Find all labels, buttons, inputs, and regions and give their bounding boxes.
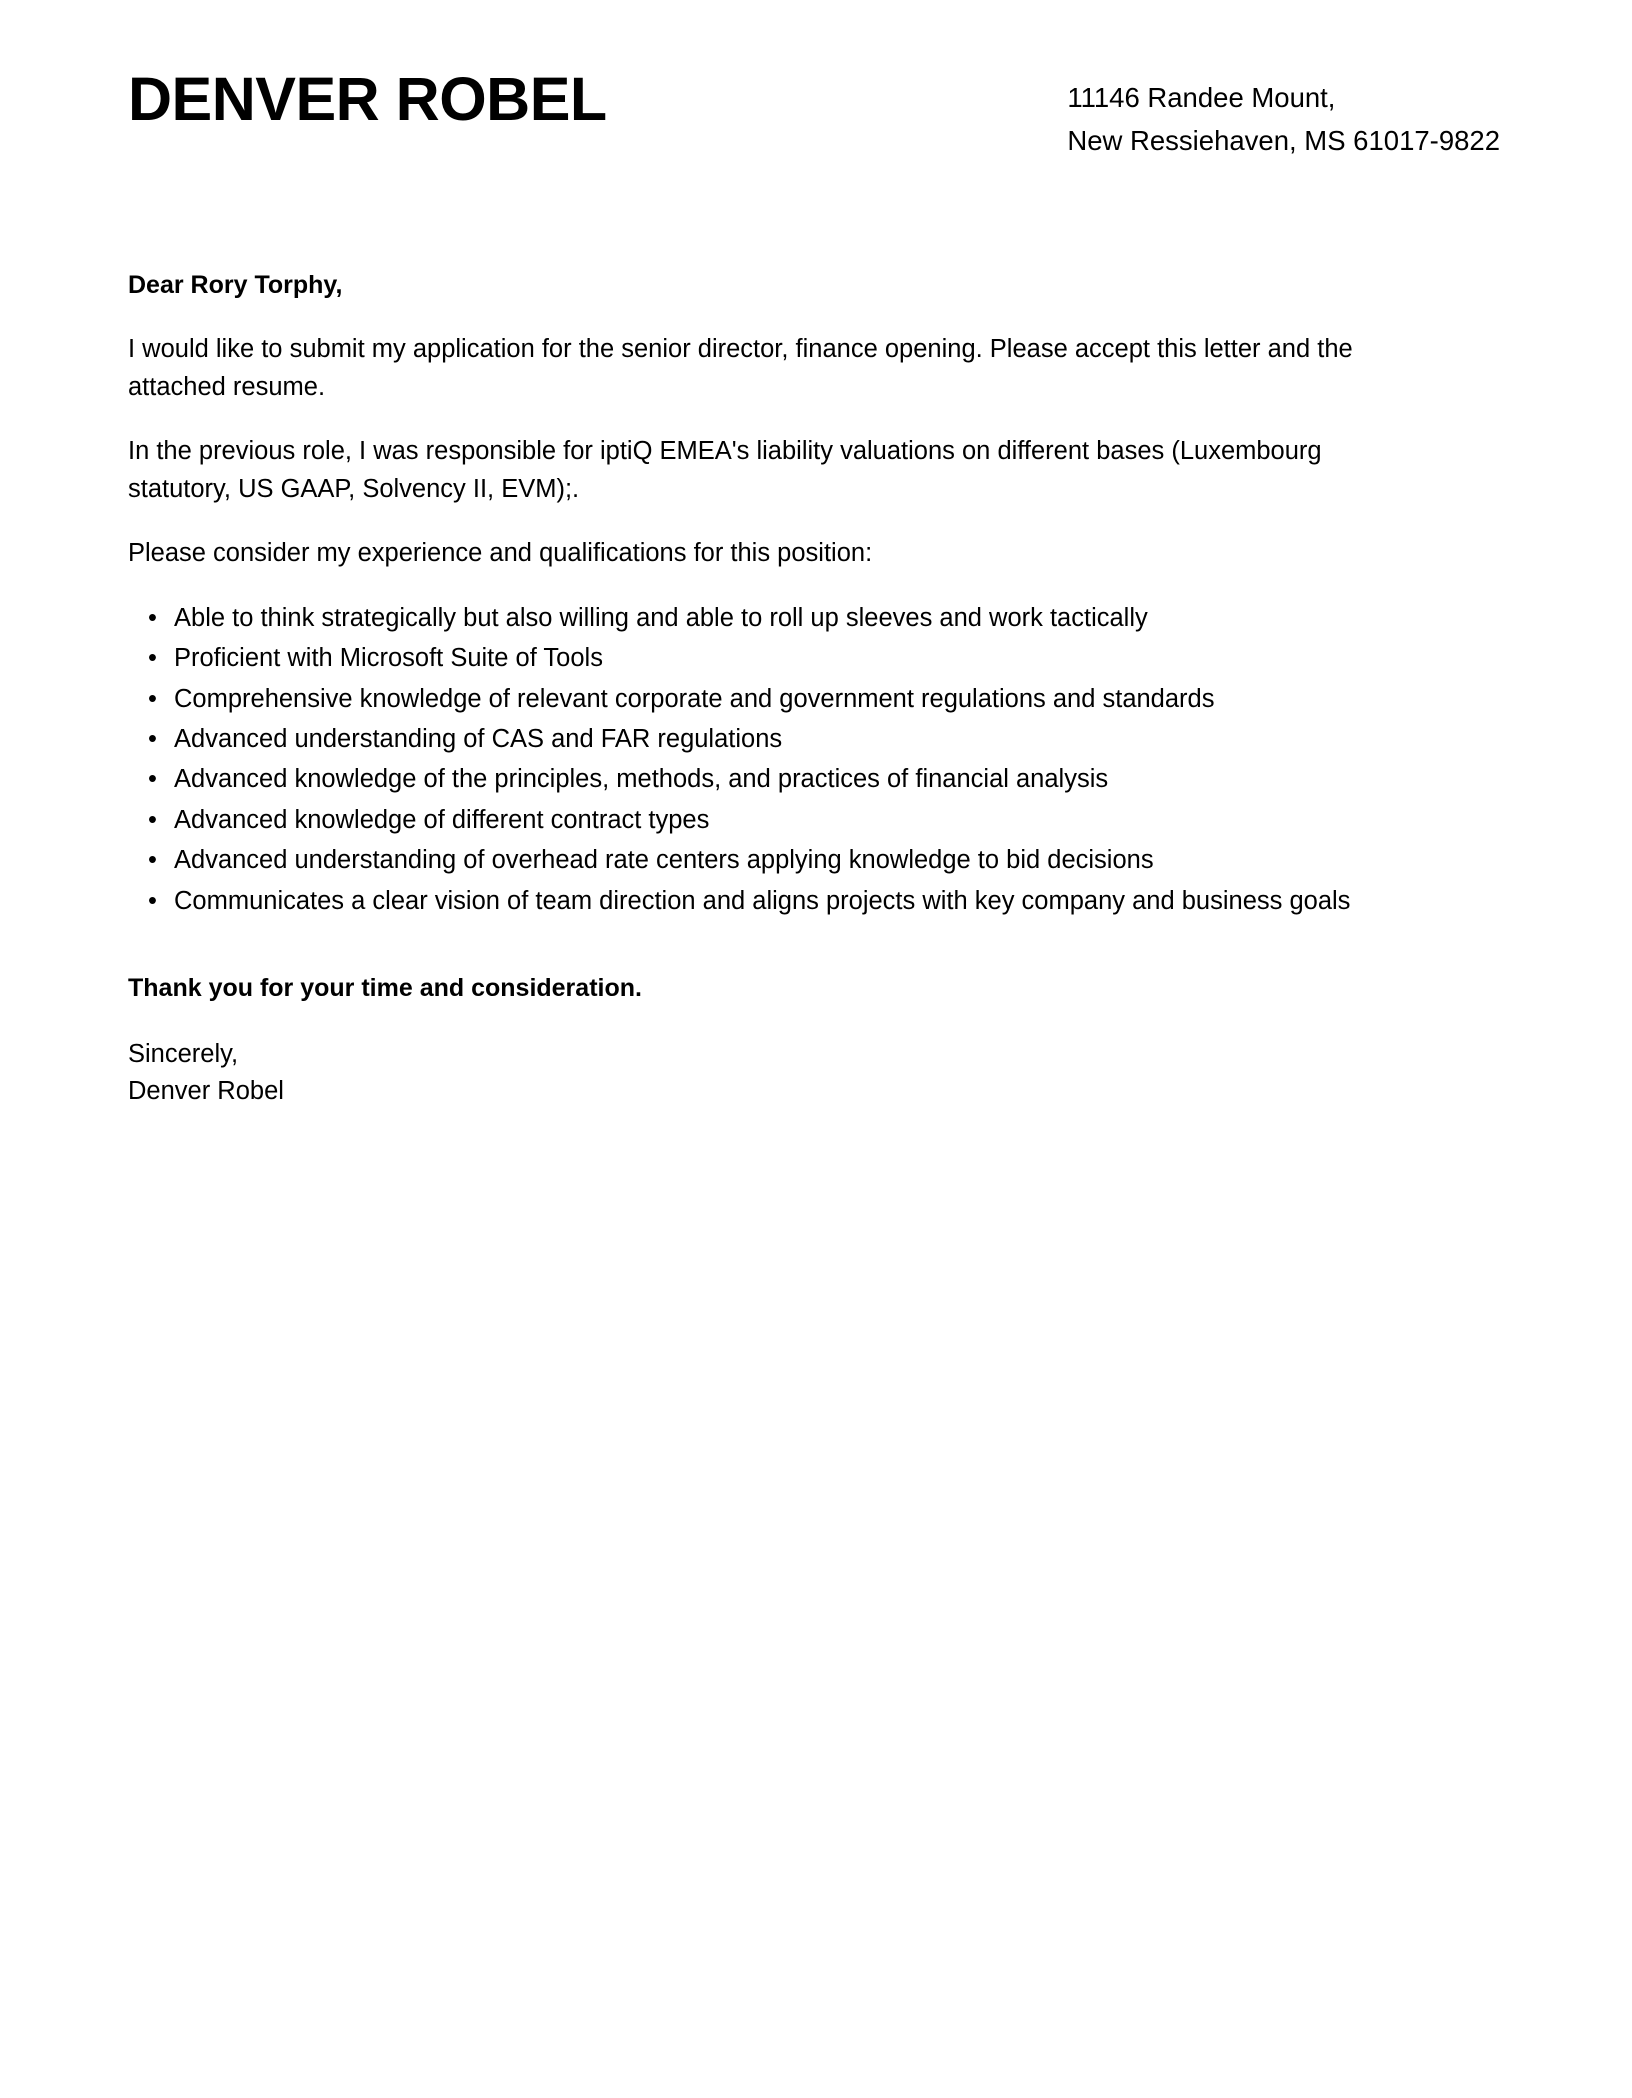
qualifications-list — [128, 600, 1504, 921]
list-item: • Advanced knowledge of the principles, methods, and practices of financial analysis — [128, 761, 1474, 798]
letter-header — [0, 0, 1632, 163]
list-item: • Able to think strategically but also willing and able to roll up sleeves and work tactically — [128, 600, 1474, 637]
list-item: • Comprehensive knowledge of relevant corporate and government regulations and standards — [128, 681, 1474, 718]
address-line-street: 11146 Randee Mount, — [1067, 82, 1336, 113]
list-item: • Advanced understanding of overhead rate centers applying knowledge to bid decisions — [128, 842, 1474, 879]
salutation: Dear Rory Torphy, — [128, 270, 343, 299]
list-item: • Advanced knowledge of different contract types — [128, 802, 1474, 839]
sign-off: Sincerely, — [128, 1039, 239, 1068]
thank-you-line: Thank you for your time and consideration. — [128, 974, 642, 1003]
list-item: • Advanced understanding of CAS and FAR regulations — [128, 721, 1474, 758]
paragraph-intro: I would like to submit my application for the senior director, finance opening. Please accept this letter and the attached resume. — [128, 335, 1353, 401]
paragraph-qualifications-lead-in: Please consider my experience and qualifications for this position: — [128, 539, 873, 568]
address-line-city-state-zip: New Ressiehaven, MS 61017-9822 — [1067, 125, 1500, 157]
sender-name-block — [128, 62, 607, 133]
letter-body — [0, 267, 1632, 1111]
paragraph-experience: In the previous role, I was responsible for iptiQ EMEA's liability valuations on different bases (Luxembourg statutory, US GAAP, Solvency II, EVM);. — [128, 437, 1322, 503]
list-item: • Proficient with Microsoft Suite of Tools — [128, 640, 1474, 677]
signature-name: Denver Robel — [128, 1077, 284, 1106]
sender-name: DENVER ROBEL — [128, 65, 607, 133]
sender-address-block — [1067, 62, 1500, 163]
list-item: • Communicates a clear vision of team direction and aligns projects with key company and business goals — [128, 883, 1474, 920]
